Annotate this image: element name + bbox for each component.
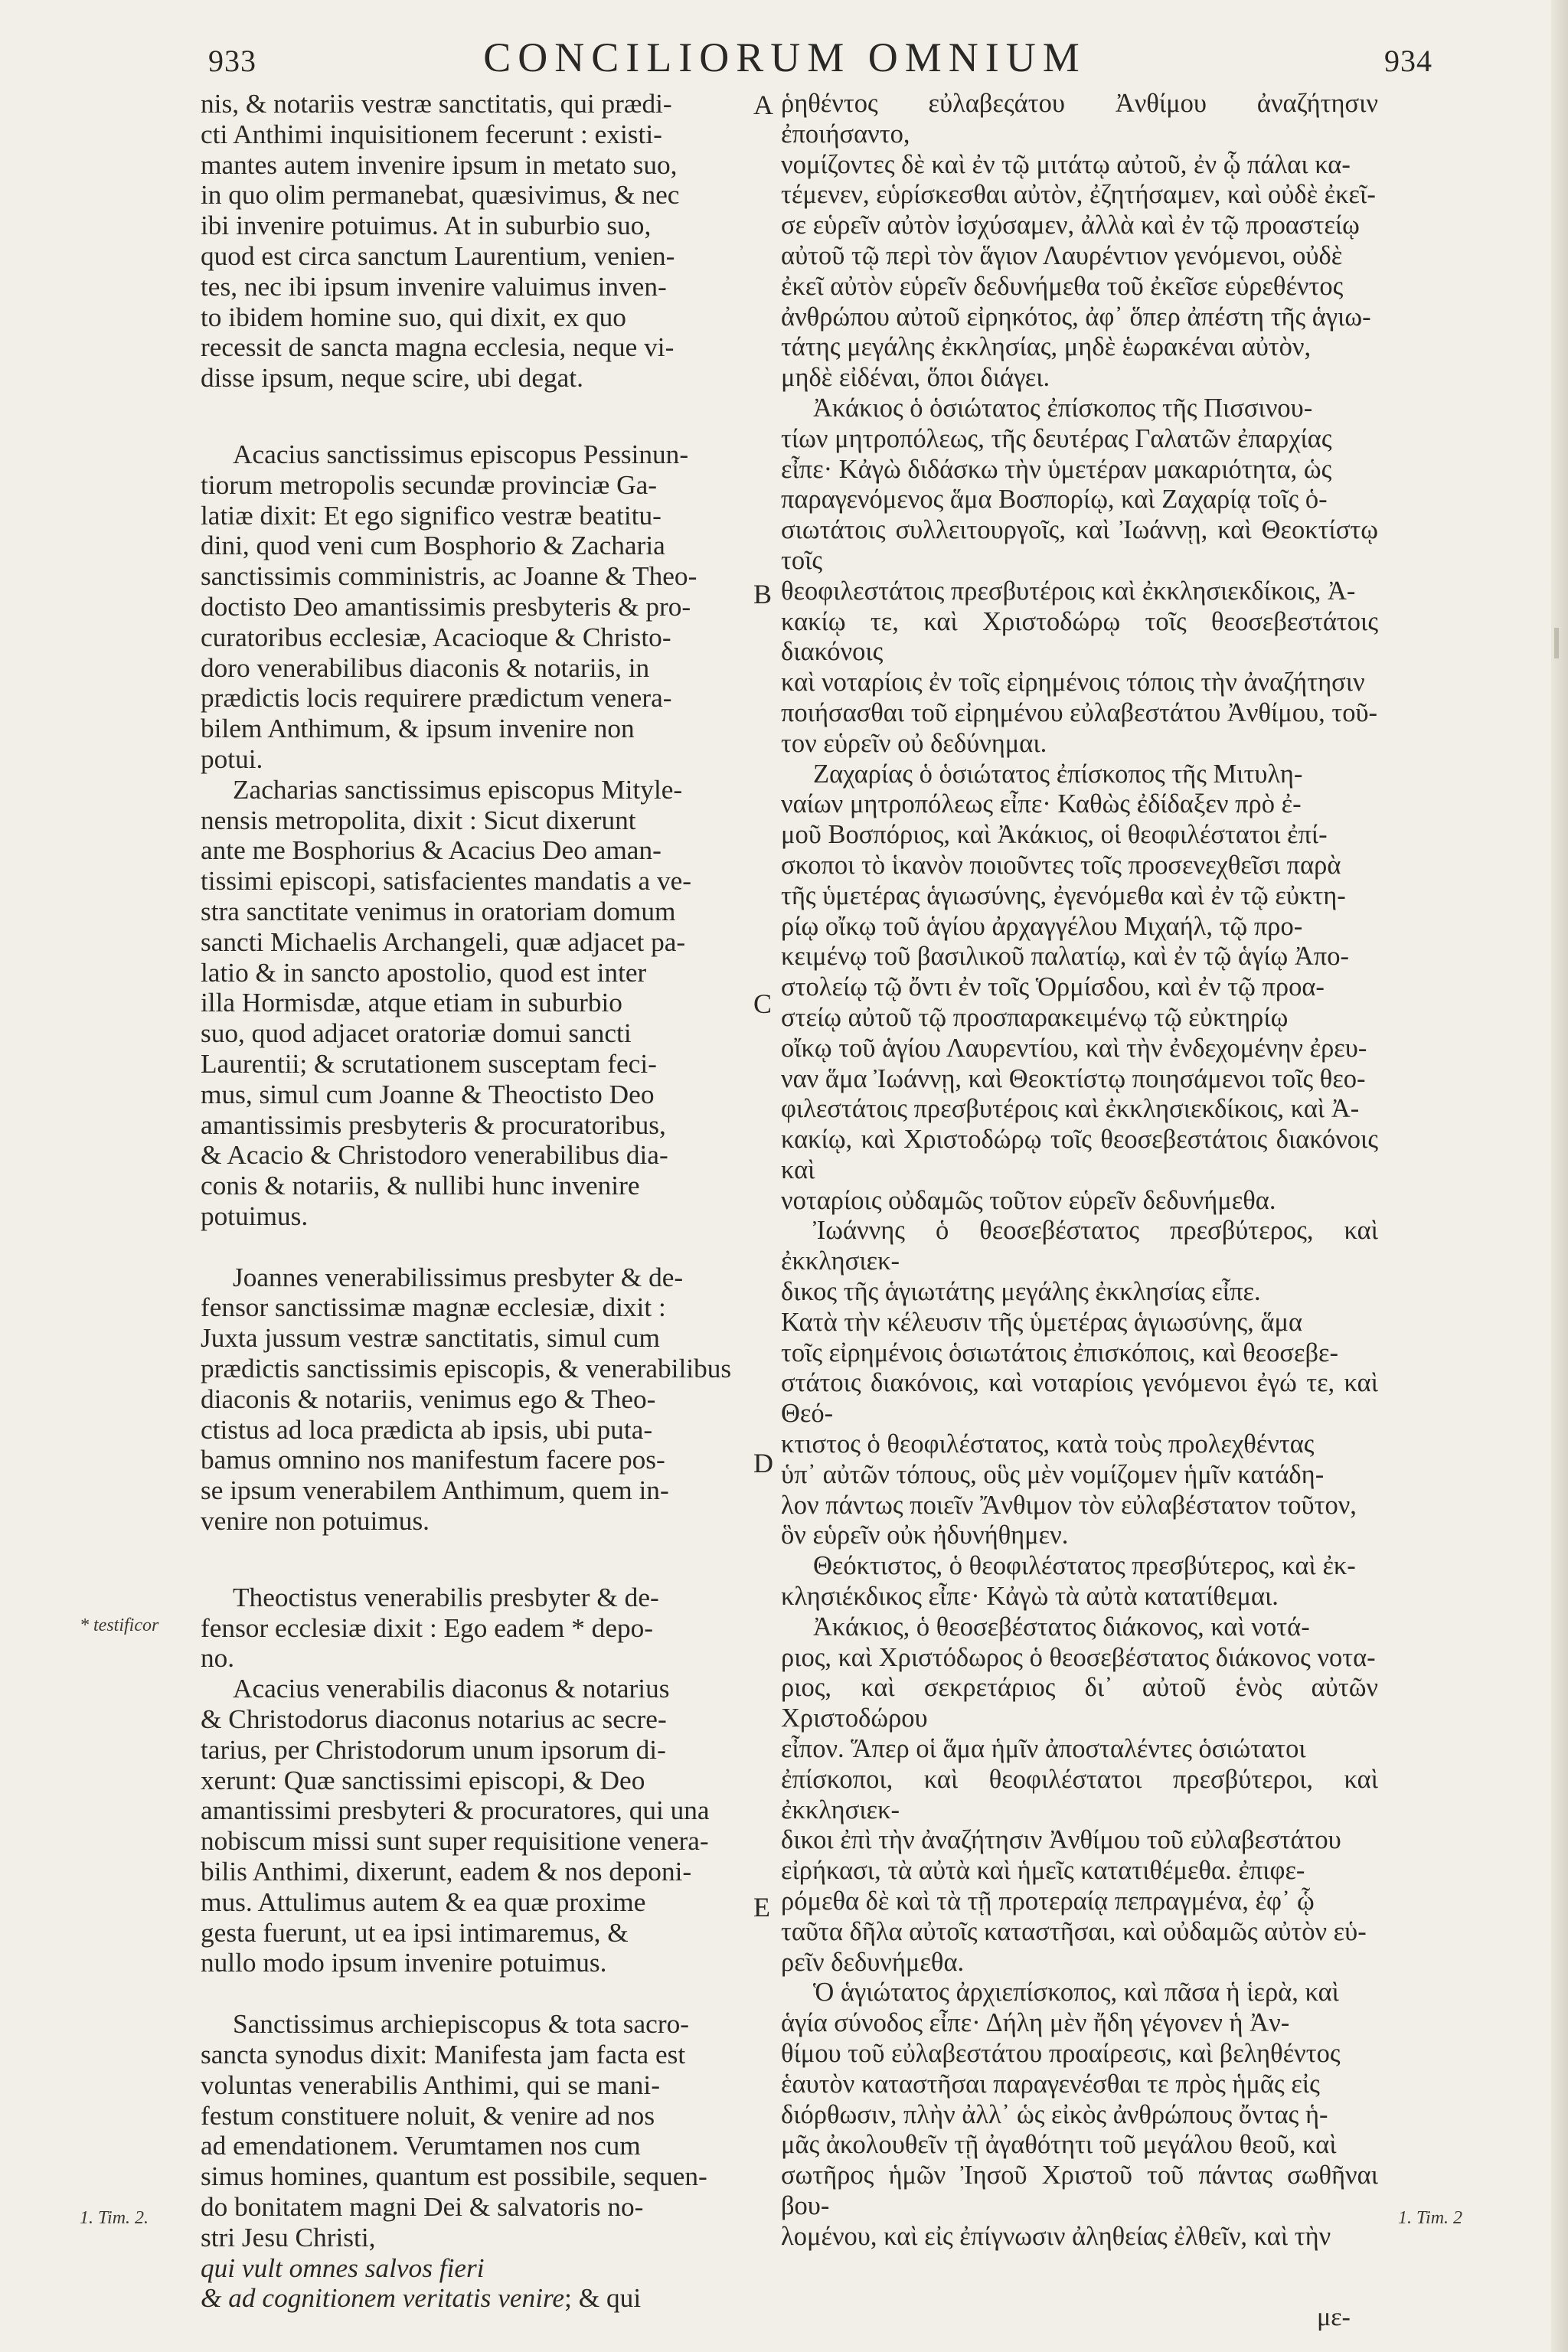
scripture-quote: & ad cognitionem veritatis venire bbox=[201, 2283, 565, 2314]
text-line: ῥηθέντος εὐλαβεςάτου Ἀνθίμου ἀναζήτησιν ἐποιήσαντο, bbox=[781, 89, 1378, 149]
text-line: ναίων μητροπόλεως εἶπε· Καθὼς ἐδίδαξεν πρὸ ἐ- bbox=[781, 789, 1302, 819]
text-line: κακίῳ τε, καὶ Χριστοδώρῳ τοῖς θεοσεβεστάτοις διακόνοις bbox=[781, 606, 1378, 667]
text-line: do bonitatem magni Dei & salvatoris no- bbox=[201, 2192, 644, 2222]
margin-note-tim-right: 1. Tim. 2 bbox=[1398, 2208, 1463, 2228]
text-line: οἴκῳ τοῦ ἁγίου Λαυρεντίου, καὶ τὴν ἐνδεχομένην ἐρευ- bbox=[781, 1033, 1367, 1063]
text-line: ἐκεῖ αὐτὸν εὑρεῖν δεδυνήμεθα τοῦ ἐκεῖσε εὑρεθέντος bbox=[781, 271, 1344, 301]
text-line: Ὁ ἁγιώτατος ἀρχιεπίσκοπος, καὶ πᾶσα ἡ ἱερὰ, καὶ bbox=[813, 1978, 1339, 2007]
text-line: νοταρίοις οὐδαμῶς τοῦτον εὑρεῖν δεδυνήμεθα. bbox=[781, 1185, 1276, 1215]
text-line: Ἀκάκιος, ὁ θεοσεβέστατος διάκονος, καὶ νοτά- bbox=[813, 1612, 1310, 1642]
text-line: mantes autem invenire ipsum in metato suo, bbox=[201, 149, 678, 180]
text-line: fensor sanctissimæ magnæ ecclesiæ, dixit : bbox=[201, 1292, 666, 1323]
text-line: festum constituere noluit, & venire ad nos bbox=[201, 2100, 655, 2131]
text-line: in quo olim permanebat, quæsivimus, & nec bbox=[201, 180, 680, 211]
text-line: Laurentii; & scrutationem susceptam feci- bbox=[201, 1048, 657, 1079]
text-line: bamus omnino nos manifestum facere pos- bbox=[201, 1445, 665, 1475]
running-title: CONCILIORUM OMNIUM bbox=[483, 34, 1086, 80]
text-line: τοῖς εἰρημένοις ὁσιωτάτοις ἐπισκόποις, καὶ θεοσεβε- bbox=[781, 1338, 1339, 1367]
text-line: στείῳ αὐτοῦ τῷ προσπαρακειμένῳ τῷ εὐκτηρίῳ bbox=[781, 1002, 1289, 1032]
text-line: & Acacio & Christodoro venerabilibus dia- bbox=[201, 1140, 668, 1171]
text-line: ἀνθρώπου αὐτοῦ εἰρηκότος, ἀφ᾽ ὅπερ ἀπέστη τῆς ἁγιω- bbox=[781, 302, 1371, 332]
text-line: diaconis & notariis, venimus ego & Theo- bbox=[201, 1383, 656, 1414]
text-line: εἰρήκασι, τὰ αὐτὰ καὶ ἡμεῖς κατατιθέμεθα. ἐπιφε- bbox=[781, 1856, 1305, 1886]
text-line: σκοποι τὸ ἱκανὸν ποιοῦντες τοῖς προσενεχθεῖσι παρὰ bbox=[781, 850, 1341, 880]
greek-paragraph bbox=[781, 760, 1378, 1217]
text-line: ante me Bosphorius & Acacius Deo aman- bbox=[201, 835, 662, 866]
text-line: amantissimi presbyteri & procuratores, qui una bbox=[201, 1795, 710, 1826]
text-line: disse ipsum, neque scire, ubi degat. bbox=[201, 363, 583, 394]
text-line: stri Jesu Christi, bbox=[201, 2222, 376, 2252]
text-line: ποιήσασθαι τοῦ εἰρημένου εὐλαβεστάτου Ἀνθίμου, τοῦ- bbox=[781, 697, 1378, 727]
latin-column bbox=[201, 89, 752, 2314]
text-line: κακίῳ, καὶ Χριστοδώρῳ τοῖς θεοσεβεστάτοις διακόνοις καὶ bbox=[781, 1125, 1378, 1184]
latin-paragraph bbox=[201, 775, 752, 1232]
page-edge-shadow bbox=[1551, 0, 1568, 2352]
text-line: tes, nec ibi ipsum invenire valuimus inven- bbox=[201, 271, 667, 302]
text-line: suo, quod adjacet oratoriæ domui sancti bbox=[201, 1018, 632, 1049]
text-line: Ἰωάννης ὁ θεοσεβέστατος πρεσβύτερος, καὶ ἐκκλησιεκ- bbox=[781, 1216, 1378, 1276]
margin-note-tim-left: 1. Tim. 2. bbox=[80, 2208, 149, 2228]
text-line: to ibidem homine suo, qui dixit, ex quo bbox=[201, 302, 626, 332]
text-line: καὶ νοταρίοις ἐν τοῖς εἰρημένοις τόποις τὴν ἀναζήτησιν bbox=[781, 668, 1365, 697]
text-line: ἐπίσκοποι, καὶ θεοφιλέστατοι πρεσβύτεροι, καὶ ἐκκλησιεκ- bbox=[781, 1764, 1378, 1824]
text-line: tissimi episcopi, satisfacientes mandatis a ve- bbox=[201, 866, 692, 897]
latin-paragraph-body bbox=[201, 2009, 707, 2252]
text-line: cti Anthimi inquisitionem fecerunt : existi- bbox=[201, 119, 662, 149]
text-line: διόρθωσιν, πλὴν ἀλλ᾽ ὡς εἰκὸς ἀνθρώπους ὄντας ἡ- bbox=[781, 2099, 1328, 2129]
text-line: Ζαχαρίας ὁ ὁσιώτατος ἐπίσκοπος τῆς Μιτυλη- bbox=[813, 759, 1303, 789]
latin-paragraph bbox=[201, 2009, 752, 2314]
text-line: nullo modo ipsum invenire potuimus. bbox=[201, 1948, 607, 1978]
text-line: latio & in sancto apostolio, quod est inter bbox=[201, 957, 647, 988]
text-line: μᾶς ἀκολουθεῖν τῇ ἀγαθότητι τοῦ μεγάλου θεοῦ, καὶ bbox=[781, 2130, 1337, 2160]
text-line: tarius, per Christodorum unum ipsorum di- bbox=[201, 1734, 666, 1765]
text-line: bilis Anthimi, dixerunt, eadem & nos deponi- bbox=[201, 1857, 692, 1887]
text-line: no. bbox=[201, 1643, 235, 1674]
text-line: σε εὑρεῖν αὐτὸν ἰσχύσαμεν, ἀλλὰ καὶ ἐν τῷ προαστείῳ bbox=[781, 211, 1360, 240]
text-line: & Christodorus diaconus notarius ac secre- bbox=[201, 1704, 667, 1735]
text-line: μηδὲ εἰδέναι, ὅποι διάγει. bbox=[781, 363, 1050, 393]
text-line: σιωτάτοις συλλειτουργοῖς, καὶ Ἰωάννῃ, καὶ Θεοκτίστῳ τοῖς bbox=[781, 515, 1378, 575]
text-line: mus. Attulimus autem & ea quæ proxime bbox=[201, 1886, 646, 1917]
text-line: Ἀκάκιος ὁ ὁσιώτατος ἐπίσκοπος τῆς Πισσινου- bbox=[813, 393, 1313, 423]
text-line: ad emendationem. Verumtamen nos cum bbox=[201, 2131, 641, 2161]
text-line: αὐτοῦ τῷ περὶ τὸν ἅγιον Λαυρέντιον γενόμενοι, οὐδὲ bbox=[781, 240, 1343, 270]
margin-mark bbox=[1554, 628, 1559, 658]
text-line: ριος, καὶ σεκρετάριος δι᾽ αὐτοῦ ἑνὸς αὐτῶν Χριστοδώρου bbox=[781, 1673, 1378, 1733]
text-line: sanctissimis comministris, ac Joanne & Theo- bbox=[201, 561, 697, 592]
scripture-quote: qui vult omnes salvos fieri bbox=[201, 2252, 485, 2283]
text-line: κλησιέκδικος εἶπε· Κἀγὼ τὰ αὐτὰ κατατίθεμαι. bbox=[781, 1582, 1279, 1612]
text-line: latiæ dixit: Et ego significo vestræ beatitu- bbox=[201, 500, 662, 531]
text-line: ρόμεθα δὲ καὶ τὰ τῇ προτεραίᾳ πεπραγμένα, ἐφ᾽ ᾧ bbox=[781, 1886, 1315, 1916]
text-line: bilem Anthimum, & ipsum invenire non bbox=[201, 714, 635, 744]
text-line: μοῦ Βοσπόριος, καὶ Ἀκάκιος, οἱ θεοφιλέστατοι ἐπί- bbox=[781, 820, 1328, 850]
greek-paragraph bbox=[781, 1978, 1378, 2252]
text-line: tiorum metropolis secundæ provinciæ Ga- bbox=[201, 469, 658, 500]
text-line: στάτοις διακόνοις, καὶ νοταρίοις γενόμενοι ἐγώ τε, καὶ Θεό- bbox=[781, 1368, 1378, 1429]
text-line: Acacius sanctissimus episcopus Pessinun- bbox=[233, 439, 689, 469]
text-line: conis & notariis, & nullibi hunc invenire bbox=[201, 1171, 640, 1201]
page-number-right: 934 bbox=[1384, 44, 1432, 78]
text-line: λομένου, καὶ εἰς ἐπίγνωσιν ἀληθείας ἐλθεῖν, καὶ τὴν bbox=[781, 2221, 1331, 2251]
text-line: ἑαυτὸν καταστῆσαι παραγενέσθαι τε πρὸς ἡμᾶς εἰς bbox=[781, 2069, 1320, 2099]
latin-paragraph bbox=[201, 1583, 752, 1674]
greek-column bbox=[781, 89, 1378, 2252]
text-line: φιλεστάτοις πρεσβυτέροις καὶ ἐκκλησιεκδίκοις, καὶ Ἀ- bbox=[781, 1094, 1360, 1124]
text-line: ibi invenire potuimus. At in suburbio suo, bbox=[201, 211, 652, 241]
text-line: xerunt: Quæ sanctissimi episcopi, & Deo bbox=[201, 1765, 645, 1795]
text-line: sancti Michaelis Archangeli, quæ adjacet pa- bbox=[201, 926, 686, 957]
section-marker-e: E bbox=[753, 1892, 770, 1922]
text-line: doctisto Deo amantissimis presbyteris & pro- bbox=[201, 591, 691, 622]
text-line: κτιστος ὁ θεοφιλέστατος, κατὰ τοὺς προλεχθέντας bbox=[781, 1429, 1315, 1459]
text-line: Κατὰ τὴν κέλευσιν τῆς ὑμετέρας ἁγιωσύνης, ἅμα bbox=[781, 1307, 1303, 1337]
text-line: ταῦτα δῆλα αὐτοῖς καταστῆσαι, καὶ οὐδαμῶς αὐτὸν εὑ- bbox=[781, 1916, 1367, 1946]
text-line: curatoribus ecclesiæ, Acacioque & Christo- bbox=[201, 622, 671, 652]
text-line: δικος τῆς ἁγιωτάτης μεγάλης ἐκκλησίας εἶπε. bbox=[781, 1277, 1261, 1307]
text-line: τῆς ὑμετέρας ἁγιωσύνης, ἐγενόμεθα καὶ ἐν τῷ εὐκτη- bbox=[781, 880, 1346, 910]
text-line: fensor ecclesiæ dixit : Ego eadem * depo- bbox=[201, 1612, 654, 1643]
text-line: mus, simul cum Joanne & Theoctisto Deo bbox=[201, 1079, 655, 1109]
text-line: σωτῆρος ἡμῶν Ἰησοῦ Χριστοῦ τοῦ πάντας σωθῆναι βου- bbox=[781, 2161, 1378, 2220]
text-line: νομίζοντες δὲ καὶ ἐν τῷ μιτάτῳ αὐτοῦ, ἐν ᾧ πάλαι κα- bbox=[781, 149, 1351, 179]
text-line: Acacius venerabilis diaconus & notarius bbox=[233, 1674, 670, 1704]
text-line: ἁγία σύνοδος εἶπε· Δήλη μὲν ἤδη γέγονεν ἡ Ἀν- bbox=[781, 2008, 1290, 2038]
text-line: doro venerabilibus diaconis & notariis, in bbox=[201, 652, 650, 683]
greek-paragraph bbox=[781, 1216, 1378, 1551]
text-line: δικοι ἐπὶ τὴν ἀναζήτησιν Ἀνθίμου τοῦ εὐλαβεστάτου bbox=[781, 1825, 1341, 1855]
text-line: λον πάντως ποιεῖν Ἄνθιμον τὸν εὐλαβέστατον τοῦτον, bbox=[781, 1490, 1357, 1520]
text-line: Θεόκτιστος, ὁ θεοφιλέστατος πρεσβύτερος, καὶ ἐκ- bbox=[813, 1551, 1356, 1581]
text-line: ρίῳ οἴκῳ τοῦ ἁγίου ἀρχαγγέλου Μιχαήλ, τῷ προ- bbox=[781, 911, 1303, 941]
text-line: τίων μητροπόλεως, τῆς δευτέρας Γαλατῶν ἐπαρχίας bbox=[781, 423, 1332, 453]
text-line: venire non potuimus. bbox=[201, 1506, 430, 1537]
text-line: τέμενεν, εὑρίσκεσθαι αὐτὸν, ἐζητήσαμεν, καὶ οὐδὲ ἐκεῖ- bbox=[781, 180, 1376, 210]
text-line: τάτης μεγάλης ἐκκλησίας, μηδὲ ἑωρακέναι αὐτὸν, bbox=[781, 332, 1312, 362]
text-line: quod est circa sanctum Laurentium, venien- bbox=[201, 240, 675, 271]
text-line: nis, & notariis vestræ sanctitatis, qui prædi- bbox=[201, 89, 672, 119]
text-line: κειμένῳ τοῦ βασιλικοῦ παλατίῳ, καὶ ἐν τῷ ἁγίῳ Ἀπο- bbox=[781, 942, 1349, 972]
text-line: ὑπ᾽ αὐτῶν τόπους, οὓς μὲν νομίζομεν ἡμῖν κατάδη- bbox=[781, 1459, 1325, 1489]
text-line: prædictis sanctissimis episcopis, & venerabilibus bbox=[201, 1354, 732, 1384]
text-line: voluntas venerabilis Anthimi, qui se mani- bbox=[201, 2069, 660, 2100]
text-line: stra sanctitate venimus in oratoriam domum bbox=[201, 896, 676, 926]
text-line: θίμου τοῦ εὐλαβεστάτου προαίρεσις, καὶ βεληθέντος bbox=[781, 2039, 1341, 2068]
text-line: nensis metropolita, dixit : Sicut dixerunt bbox=[201, 805, 636, 835]
greek-paragraph bbox=[781, 1551, 1378, 1612]
text-line: ctistus ad loca prædicta ab ipsis, ubi puta- bbox=[201, 1414, 653, 1445]
latin-paragraph bbox=[201, 1674, 752, 1978]
text-line: ναν ἅμα Ἰωάννῃ, καὶ Θεοκτίστῳ ποιησάμενοι τοῖς θεο- bbox=[781, 1063, 1366, 1093]
page-number-left: 933 bbox=[208, 44, 256, 78]
text-line: στολείῳ τῷ ὄντι ἐν τοῖς Ὁρμίσδου, καὶ ἐν τῷ προα- bbox=[781, 972, 1325, 1002]
text-line: Joannes venerabilissimus presbyter & de- bbox=[233, 1262, 684, 1292]
text-line: nobiscum missi sunt super requisitione venera- bbox=[201, 1826, 709, 1857]
text-line: recessit de sancta magna ecclesia, neque vi- bbox=[201, 332, 675, 363]
running-header bbox=[0, 34, 1568, 87]
text-line: sancta synodus dixit: Manifesta jam facta est bbox=[201, 2040, 686, 2070]
text-line: Sanctissimus archiepiscopus & tota sacro- bbox=[233, 2009, 689, 2040]
text-line: potui. bbox=[201, 743, 263, 774]
text-line: ριος, καὶ Χριστόδωρος ὁ θεοσεβέστατος διάκονος νοτα- bbox=[781, 1642, 1376, 1672]
text-line: τον εὑρεῖν οὐ δεδύνημαι. bbox=[781, 728, 1047, 758]
text-line: ρεῖν δεδυνήμεθα. bbox=[781, 1947, 965, 1977]
section-marker-d: D bbox=[753, 1448, 773, 1478]
text-line: amantissimis presbyteris & procuratoribus, bbox=[201, 1109, 666, 1140]
text-line: se ipsum venerabilem Anthimum, quem in- bbox=[201, 1475, 669, 1506]
latin-paragraph bbox=[201, 1263, 752, 1537]
text-line: prædictis locis requirere prædictum venera- bbox=[201, 683, 672, 714]
catchword: με- bbox=[1317, 2303, 1351, 2331]
text-line: Juxta jussum vestræ sanctitatis, simul cum bbox=[201, 1323, 661, 1354]
text-line: illa Hormisdæ, atque etiam in suburbio bbox=[201, 988, 622, 1018]
greek-paragraph bbox=[781, 89, 1378, 394]
text-line: εἶπε· Κἀγὼ διδάσκω τὴν ὑμετέραν μακαριότητα, ὡς bbox=[781, 454, 1332, 484]
section-marker-c: C bbox=[753, 988, 773, 1019]
text-line: παραγενόμενος ἅμα Βοσπορίῳ, καὶ Ζαχαρίᾳ τοῖς ὁ- bbox=[781, 485, 1328, 514]
text-line: simus homines, quantum est possibile, sequen- bbox=[201, 2161, 707, 2192]
latin-paragraph bbox=[201, 89, 752, 394]
section-marker-b: B bbox=[753, 579, 773, 609]
text-line: εἶπον. Ἅπερ οἱ ἅμα ἡμῖν ἀποσταλέντες ὁσιώτατοι bbox=[781, 1734, 1306, 1764]
latin-line-end: ; & qui bbox=[564, 2283, 642, 2314]
text-line: potuimus. bbox=[201, 1200, 309, 1231]
section-marker-a: A bbox=[753, 90, 773, 120]
text-line: Zacharias sanctissimus episcopus Mityle- bbox=[233, 774, 683, 805]
text-line: θεοφιλεστάτοις πρεσβυτέροις καὶ ἐκκλησιεκδίκοις, Ἀ- bbox=[781, 576, 1356, 606]
text-line: Theoctistus venerabilis presbyter & de- bbox=[233, 1582, 659, 1612]
greek-paragraph bbox=[781, 1612, 1378, 1978]
text-line: gesta fuerunt, ut ea ipsi intimaremus, & bbox=[201, 1917, 629, 1948]
latin-paragraph bbox=[201, 439, 752, 775]
greek-paragraph bbox=[781, 394, 1378, 760]
margin-note-testificor: * testificor bbox=[80, 1615, 159, 1635]
text-line: ὃν εὑρεῖν οὐκ ἠδυνήθημεν. bbox=[781, 1521, 1069, 1550]
text-line: dini, quod veni cum Bosphorio & Zacharia bbox=[201, 531, 665, 561]
